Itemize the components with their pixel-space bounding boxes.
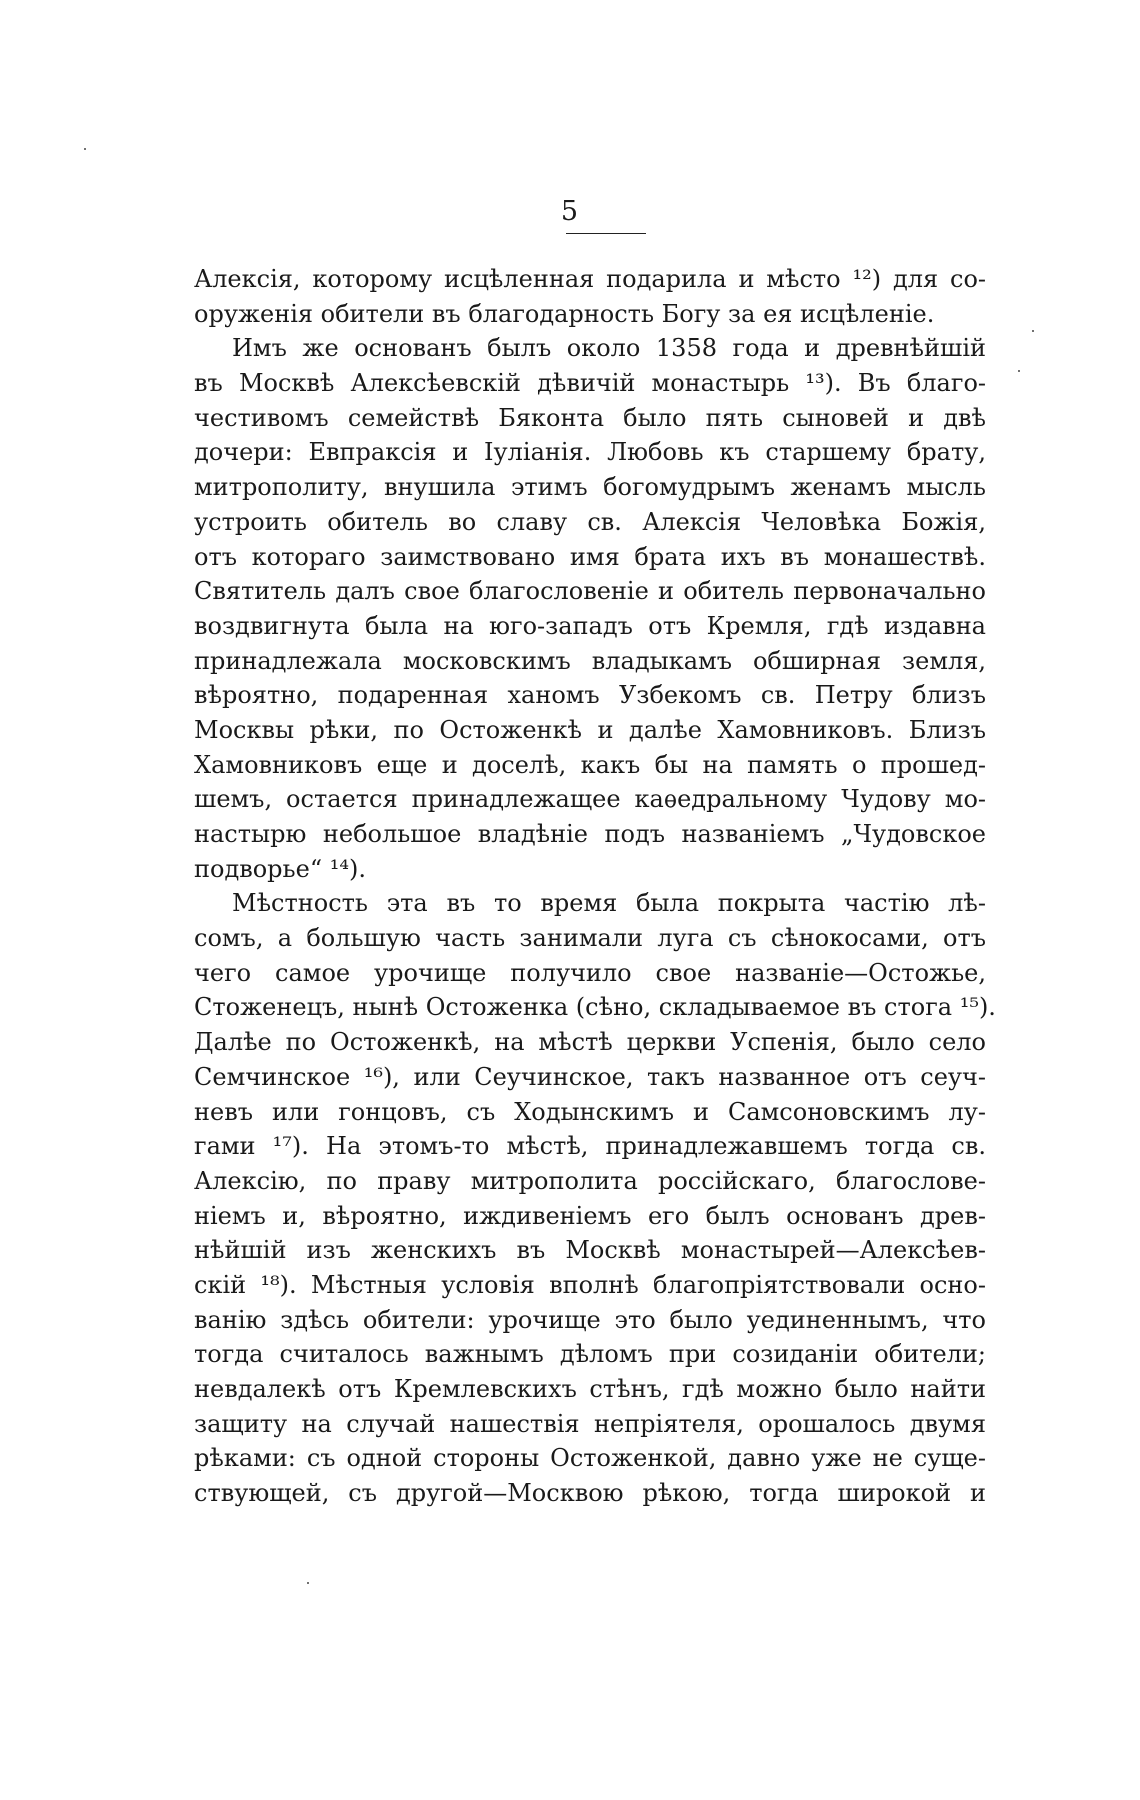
- scan-speck: [307, 1582, 309, 1584]
- text-line: невдалекѣ отъ Кремлевскихъ стѣнъ, гдѣ можно было найти: [194, 1375, 986, 1403]
- text-line: гами ¹⁷). На этомъ-то мѣстѣ, принадлежавшемъ тогда св.: [194, 1132, 986, 1161]
- text-line: настырю небольшое владѣніе подъ названіемъ „Чудовское: [194, 820, 986, 848]
- text-line: дочери: Евпраксія и Іуліанія. Любовь къ старшему брату,: [194, 438, 986, 467]
- page-number-rule: [566, 233, 646, 234]
- text-line: оруженія обители въ благодарность Богу за ея исцѣленіе.: [194, 299, 935, 328]
- text-line: Стоженецъ, нынѣ Остоженка (сѣно, складываемое въ стога ¹⁵).: [194, 993, 996, 1022]
- scan-speck: [1032, 330, 1034, 332]
- text-line: Москвы рѣки, по Остоженкѣ и далѣе Хамовниковъ. Близъ: [194, 715, 986, 744]
- text-line: вѣроятно, подаренная ханомъ Узбекомъ св. Петру близъ: [194, 681, 986, 710]
- text-line: рѣками: съ одной стороны Остоженкой, давно уже не суще-: [194, 1444, 986, 1473]
- text-line: невъ или гонцовъ, съ Ходынскимъ и Самсоновскимъ лу-: [194, 1097, 986, 1126]
- scan-speck: [84, 148, 86, 150]
- text-line: ствующей, съ другой—Москвою рѣкою, тогда широкой и: [194, 1479, 986, 1508]
- text-line: Хамовниковъ еще и доселѣ, какъ бы на память о прошед-: [194, 750, 986, 779]
- text-line: чего самое урочище получило свое названіе—Остожье,: [194, 958, 986, 987]
- text-line: защиту на случай нашествія непріятеля, орошалось двумя: [194, 1409, 986, 1438]
- text-line: тогда считалось важнымъ дѣломъ при созиданіи обители;: [194, 1340, 986, 1369]
- text-line: честивомъ семействѣ Бяконта было пять сыновей и двѣ: [194, 403, 986, 432]
- text-line: ванію здѣсь обители: урочище это было уединеннымъ, что: [194, 1305, 986, 1334]
- scan-speck: [1018, 370, 1020, 372]
- text-line: нѣйшій изъ женскихъ въ Москвѣ монастырей—Алексѣев-: [194, 1236, 986, 1265]
- text-line: воздвигнута была на юго-западъ отъ Кремля, гдѣ издавна: [194, 611, 986, 640]
- text-line: устроить обитель во славу св. Алексія Человѣка Божія,: [194, 507, 986, 536]
- text-line: Алексію, по праву митрополита россійскаго, благослове-: [194, 1166, 986, 1195]
- text-body: [194, 262, 996, 1511]
- text-line: шемъ, остается принадлежащее каѳедральному Чудову мо-: [194, 785, 986, 814]
- text-line: въ Москвѣ Алексѣевскій дѣвичій монастырь ¹³). Въ благо-: [194, 369, 986, 398]
- text-line: Мѣстность эта въ то время была покрыта частію лѣ-: [232, 889, 986, 918]
- text-line: скій ¹⁸). Мѣстныя условія вполнѣ благопріятствовали осно-: [194, 1270, 986, 1299]
- text-line: Далѣе по Остоженкѣ, на мѣстѣ церкви Успенія, было село: [194, 1028, 986, 1057]
- text-line: Семчинское ¹⁶), или Сеучинское, такъ названное отъ сеуч-: [194, 1062, 986, 1091]
- text-line: подворье“ ¹⁴).: [194, 854, 366, 883]
- text-line: сомъ, а большую часть занимали луга съ сѣнокосами, отъ: [194, 924, 986, 953]
- text-line: Имъ же основанъ былъ около 1358 года и древнѣйшій: [232, 334, 986, 363]
- text-line: Святитель далъ свое благословеніе и обитель первоначально: [194, 577, 986, 606]
- text-line: принадлежала московскимъ владыкамъ обширная земля,: [194, 646, 986, 675]
- page-number: 5: [560, 196, 580, 227]
- text-line: Алексія, которому исцѣленная подарила и мѣсто ¹²) для со-: [194, 265, 986, 293]
- text-line: ніемъ и, вѣроятно, иждивеніемъ его былъ основанъ древ-: [194, 1201, 986, 1230]
- text-line: митрополиту, внушила этимъ богомудрымъ женамъ мысль: [194, 473, 986, 502]
- text-line: отъ котораго заимствовано имя брата ихъ въ монашествѣ.: [194, 542, 986, 571]
